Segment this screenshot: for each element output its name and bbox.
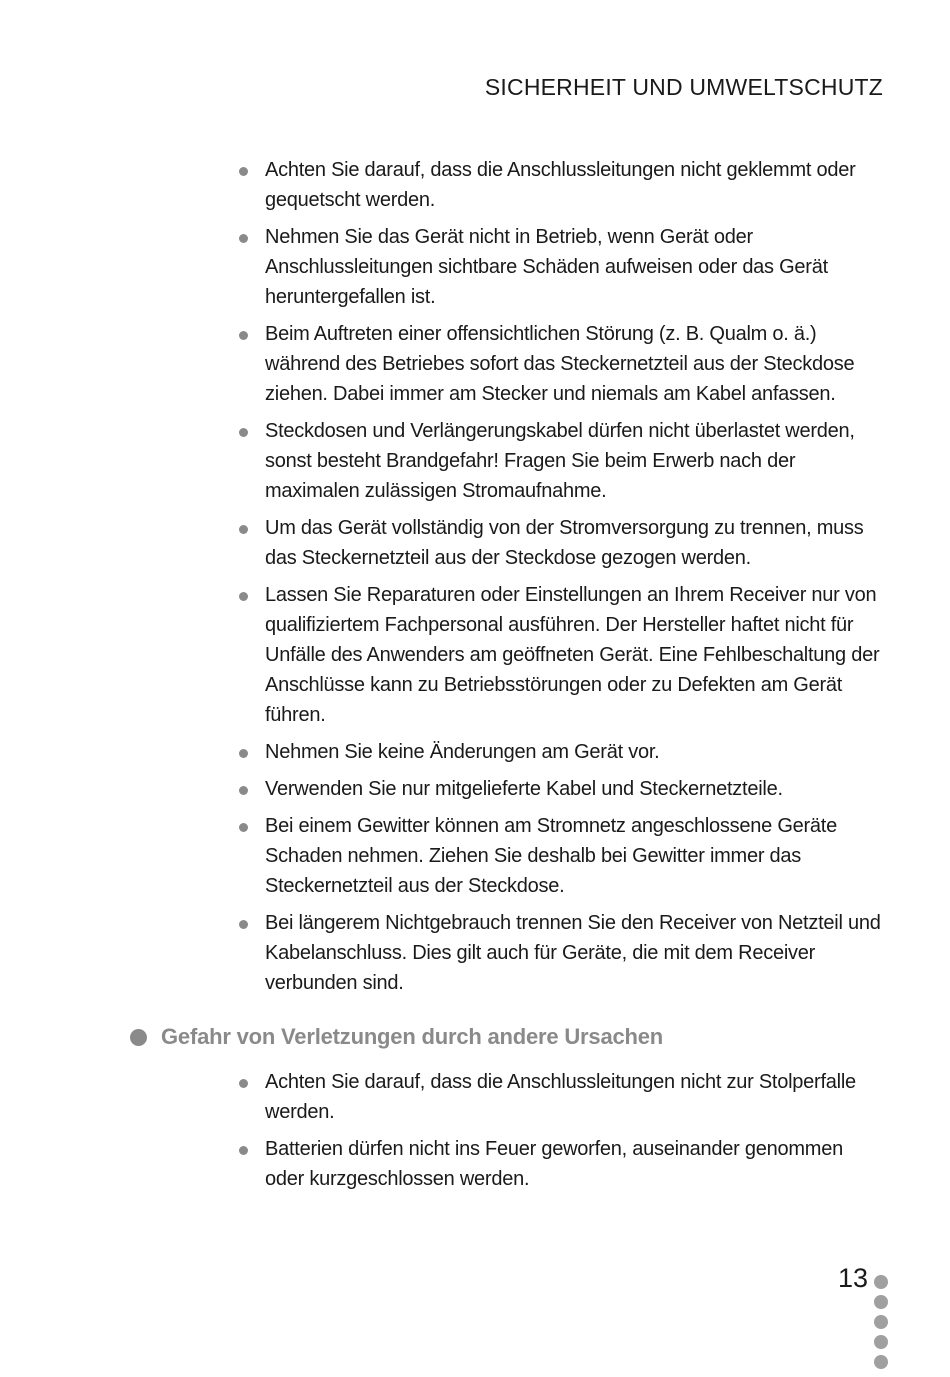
- list-item-text: Beim Auftreten einer offensichtlichen Störung (z. B. Qualm o. ä.) während des Betriebes sofort das Steckernetzteil aus der Steckdose ziehen. Dabei immer am Stecker und niemals am Kabel anfassen.: [265, 323, 855, 405]
- list-item-text: Steckdosen und Verlängerungskabel dürfen nicht überlastet werden, sonst besteht Brandgefahr! Fragen Sie beim Erwerb nach der maximalen zulässigen Stromaufnahme.: [265, 420, 855, 502]
- list-item: [265, 155, 885, 215]
- list-item-text: Verwenden Sie nur mitgelieferte Kabel und Steckernetzteile.: [265, 778, 783, 800]
- section-heading: [130, 1024, 663, 1050]
- list-item: [265, 1134, 885, 1194]
- list-item-text: Nehmen Sie keine Änderungen am Gerät vor.: [265, 741, 660, 763]
- list-item-text: Achten Sie darauf, dass die Anschlussleitungen nicht geklemmt oder gequetscht werden.: [265, 159, 856, 211]
- bullet-icon: [239, 167, 248, 176]
- bullet-icon: [239, 1079, 248, 1088]
- dot-icon: [874, 1335, 888, 1349]
- bullet-icon: [239, 749, 248, 758]
- list-item-text: Um das Gerät vollständig von der Stromversorgung zu trennen, muss das Steckernetzteil aus der Steckdose gezogen werden.: [265, 517, 864, 569]
- list-item-text: Bei längerem Nichtgebrauch trennen Sie den Receiver von Netzteil und Kabelanschluss. Dies gilt auch für Geräte, die mit dem Receiver verbunden sind.: [265, 912, 881, 994]
- list-item: [265, 222, 885, 312]
- list-item-text: Lassen Sie Reparaturen oder Einstellungen an Ihrem Receiver nur von qualifiziertem Fachpersonal ausführen. Der Hersteller haftet nicht für Unfälle des Anwenders am geöffneten Gerät. Eine Fehlbeschaltung der Anschlüsse kann zu Betriebsstörungen oder zu Defekten am Gerät führen.: [265, 584, 880, 726]
- list-item: [265, 908, 885, 998]
- safety-bullet-list: [265, 155, 885, 1005]
- dot-icon: [874, 1355, 888, 1369]
- bullet-icon: [239, 1146, 248, 1155]
- list-item: [265, 513, 885, 573]
- list-item-text: Batterien dürfen nicht ins Feuer geworfen, auseinander genommen oder kurzgeschlossen werden.: [265, 1138, 843, 1190]
- list-item: [265, 811, 885, 901]
- list-item: [265, 416, 885, 506]
- list-item: [265, 1067, 885, 1127]
- list-item-text: Bei einem Gewitter können am Stromnetz angeschlossene Geräte Schaden nehmen. Ziehen Sie deshalb bei Gewitter immer das Steckernetzteil aus der Steckdose.: [265, 815, 837, 897]
- page-header-title: SICHERHEIT UND UMWELTSCHUTZ: [484, 74, 883, 100]
- list-item: [265, 774, 885, 804]
- list-item: [265, 319, 885, 409]
- bullet-icon: [239, 920, 248, 929]
- list-item-text: Nehmen Sie das Gerät nicht in Betrieb, wenn Gerät oder Anschlussleitungen sichtbare Schäden aufweisen oder das Gerät heruntergefallen ist.: [265, 226, 828, 308]
- bullet-icon: [239, 592, 248, 601]
- dot-icon: [874, 1295, 888, 1309]
- bullet-icon: [239, 428, 248, 437]
- page-number: 13: [838, 1263, 869, 1293]
- dot-icon: [874, 1275, 888, 1289]
- list-item: [265, 580, 885, 730]
- injury-bullet-list: [265, 1067, 885, 1201]
- bullet-icon: [239, 234, 248, 243]
- section-bullet-icon: [130, 1029, 147, 1046]
- bullet-icon: [239, 823, 248, 832]
- bullet-icon: [239, 786, 248, 795]
- bullet-icon: [239, 525, 248, 534]
- dot-icon: [874, 1315, 888, 1329]
- bullet-icon: [239, 331, 248, 340]
- list-item-text: Achten Sie darauf, dass die Anschlussleitungen nicht zur Stolperfalle werden.: [265, 1071, 856, 1123]
- list-item: [265, 737, 885, 767]
- page-dots-decoration: [874, 1275, 889, 1375]
- section-heading-text: Gefahr von Verletzungen durch andere Ursachen: [161, 1024, 664, 1049]
